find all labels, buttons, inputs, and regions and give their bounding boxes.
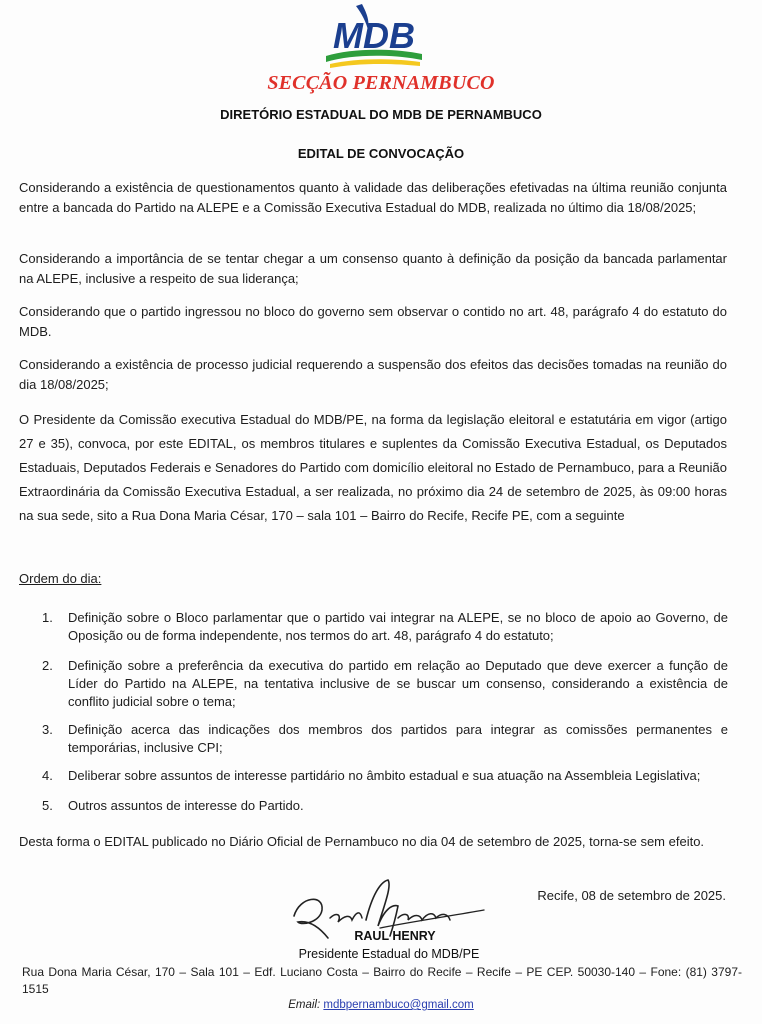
paragraph-1: Considerando a existência de questionamentos quanto à validade das deliberações efetivadas na última reunião conjunta entre a bancada do Partido na ALEPE e a Comissão Executiva Estadual do MDB, realizada no último dia 18/08/2025; <box>19 180 727 215</box>
signer-role: Presidente Estadual do MDB/PE <box>298 947 480 961</box>
agenda-item-text: Outros assuntos de interesse do Partido. <box>68 798 304 813</box>
section-name: SECÇÃO PERNAMBUCO <box>267 72 495 94</box>
footer-email <box>0 999 762 1011</box>
agenda-item <box>42 767 728 785</box>
party-logo <box>258 4 504 96</box>
agenda-item-number: 4. <box>42 768 53 783</box>
place-date: Recife, 08 de setembro de 2025. <box>537 888 726 903</box>
paragraph-3: Considerando que o partido ingressou no bloco do governo sem observar o contido no art. 48, parágrafo 4 do estatuto do MDB. <box>19 304 727 339</box>
agenda-item <box>42 797 728 815</box>
agenda-item <box>42 721 728 757</box>
agenda-item <box>42 657 728 711</box>
signer-name: RAUL HENRY <box>354 929 436 943</box>
paragraph-2: Considerando a importância de se tentar chegar a um consenso quanto à definição da posição da bancada parlamentar na ALEPE, inclusive a respeito de sua liderança; <box>19 251 727 286</box>
mdb-logo-icon <box>322 4 426 70</box>
footer-address: Rua Dona Maria César, 170 – Sala 101 – Edf. Luciano Costa – Bairro do Recife – Recife – PE CEP. 50030-140 – Fone: (81) 3797-1515 <box>22 965 742 996</box>
agenda-item-number: 5. <box>42 798 53 813</box>
agenda-item <box>42 609 728 645</box>
closing-paragraph: Desta forma o EDITAL publicado no Diário Oficial de Pernambuco no dia 04 de setembro de 2025, torna-se sem efeito. <box>19 834 705 849</box>
agenda-item-number: 3. <box>42 722 53 737</box>
agenda-item-number: 1. <box>42 610 53 625</box>
document-subtitle: EDITAL DE CONVOCAÇÃO <box>297 146 465 161</box>
email-label: Email: <box>288 999 321 1011</box>
agenda-item-number: 2. <box>42 658 53 673</box>
agenda-item-text: Definição sobre a preferência da executiva do partido em relação ao Deputado que deve exercer a função de Líder do Partido na ALEPE, na tentativa inclusive de se buscar um consenso, considerando a existência de conflito judicial sobre o tema; <box>68 658 728 709</box>
agenda-title: Ordem do dia: <box>19 571 102 586</box>
agenda-item-text: Definição acerca das indicações dos membros dos partidos para integrar as comissões permanentes e temporárias, inclusive CPI; <box>68 722 728 755</box>
document-title: DIRETÓRIO ESTADUAL DO MDB DE PERNAMBUCO <box>220 107 542 122</box>
logo-text: MDB <box>333 15 415 56</box>
agenda-item-text: Deliberar sobre assuntos de interesse partidário no âmbito estadual e sua atuação na Assembleia Legislativa; <box>68 768 701 783</box>
paragraph-4: Considerando a existência de processo judicial requerendo a suspensão dos efeitos das decisões tomadas na reunião do dia 18/08/2025; <box>19 357 727 392</box>
agenda-item-text: Definição sobre o Bloco parlamentar que o partido vai integrar na ALEPE, se no bloco de apoio ao Governo, de Oposição ou de forma independente, nos termos do art. 48, parágrafo 4 do estatuto; <box>68 610 728 643</box>
paragraph-5: O Presidente da Comissão executiva Estadual do MDB/PE, na forma da legislação eleitoral e estatutária em vigor (artigo 27 e 35), convoca, por este EDITAL, os membros titulares e suplentes da Comissão Executiva Estadual, os Deputados Estaduais, Deputados Federais e Senadores do Partido com domicílio eleitoral no Estado de Pernambuco, para a Reunião Extraordinária da Comissão Executiva Estadual, a ser realizada, no próximo dia 24 de setembro de 2025, às 09:00 horas na sua sede, sito a Rua Dona Maria César, 170 – sala 101 – Bairro do Recife, Recife PE, com a seguinte <box>19 412 727 523</box>
email-link[interactable]: mdbpernambuco@gmail.com <box>323 999 474 1011</box>
